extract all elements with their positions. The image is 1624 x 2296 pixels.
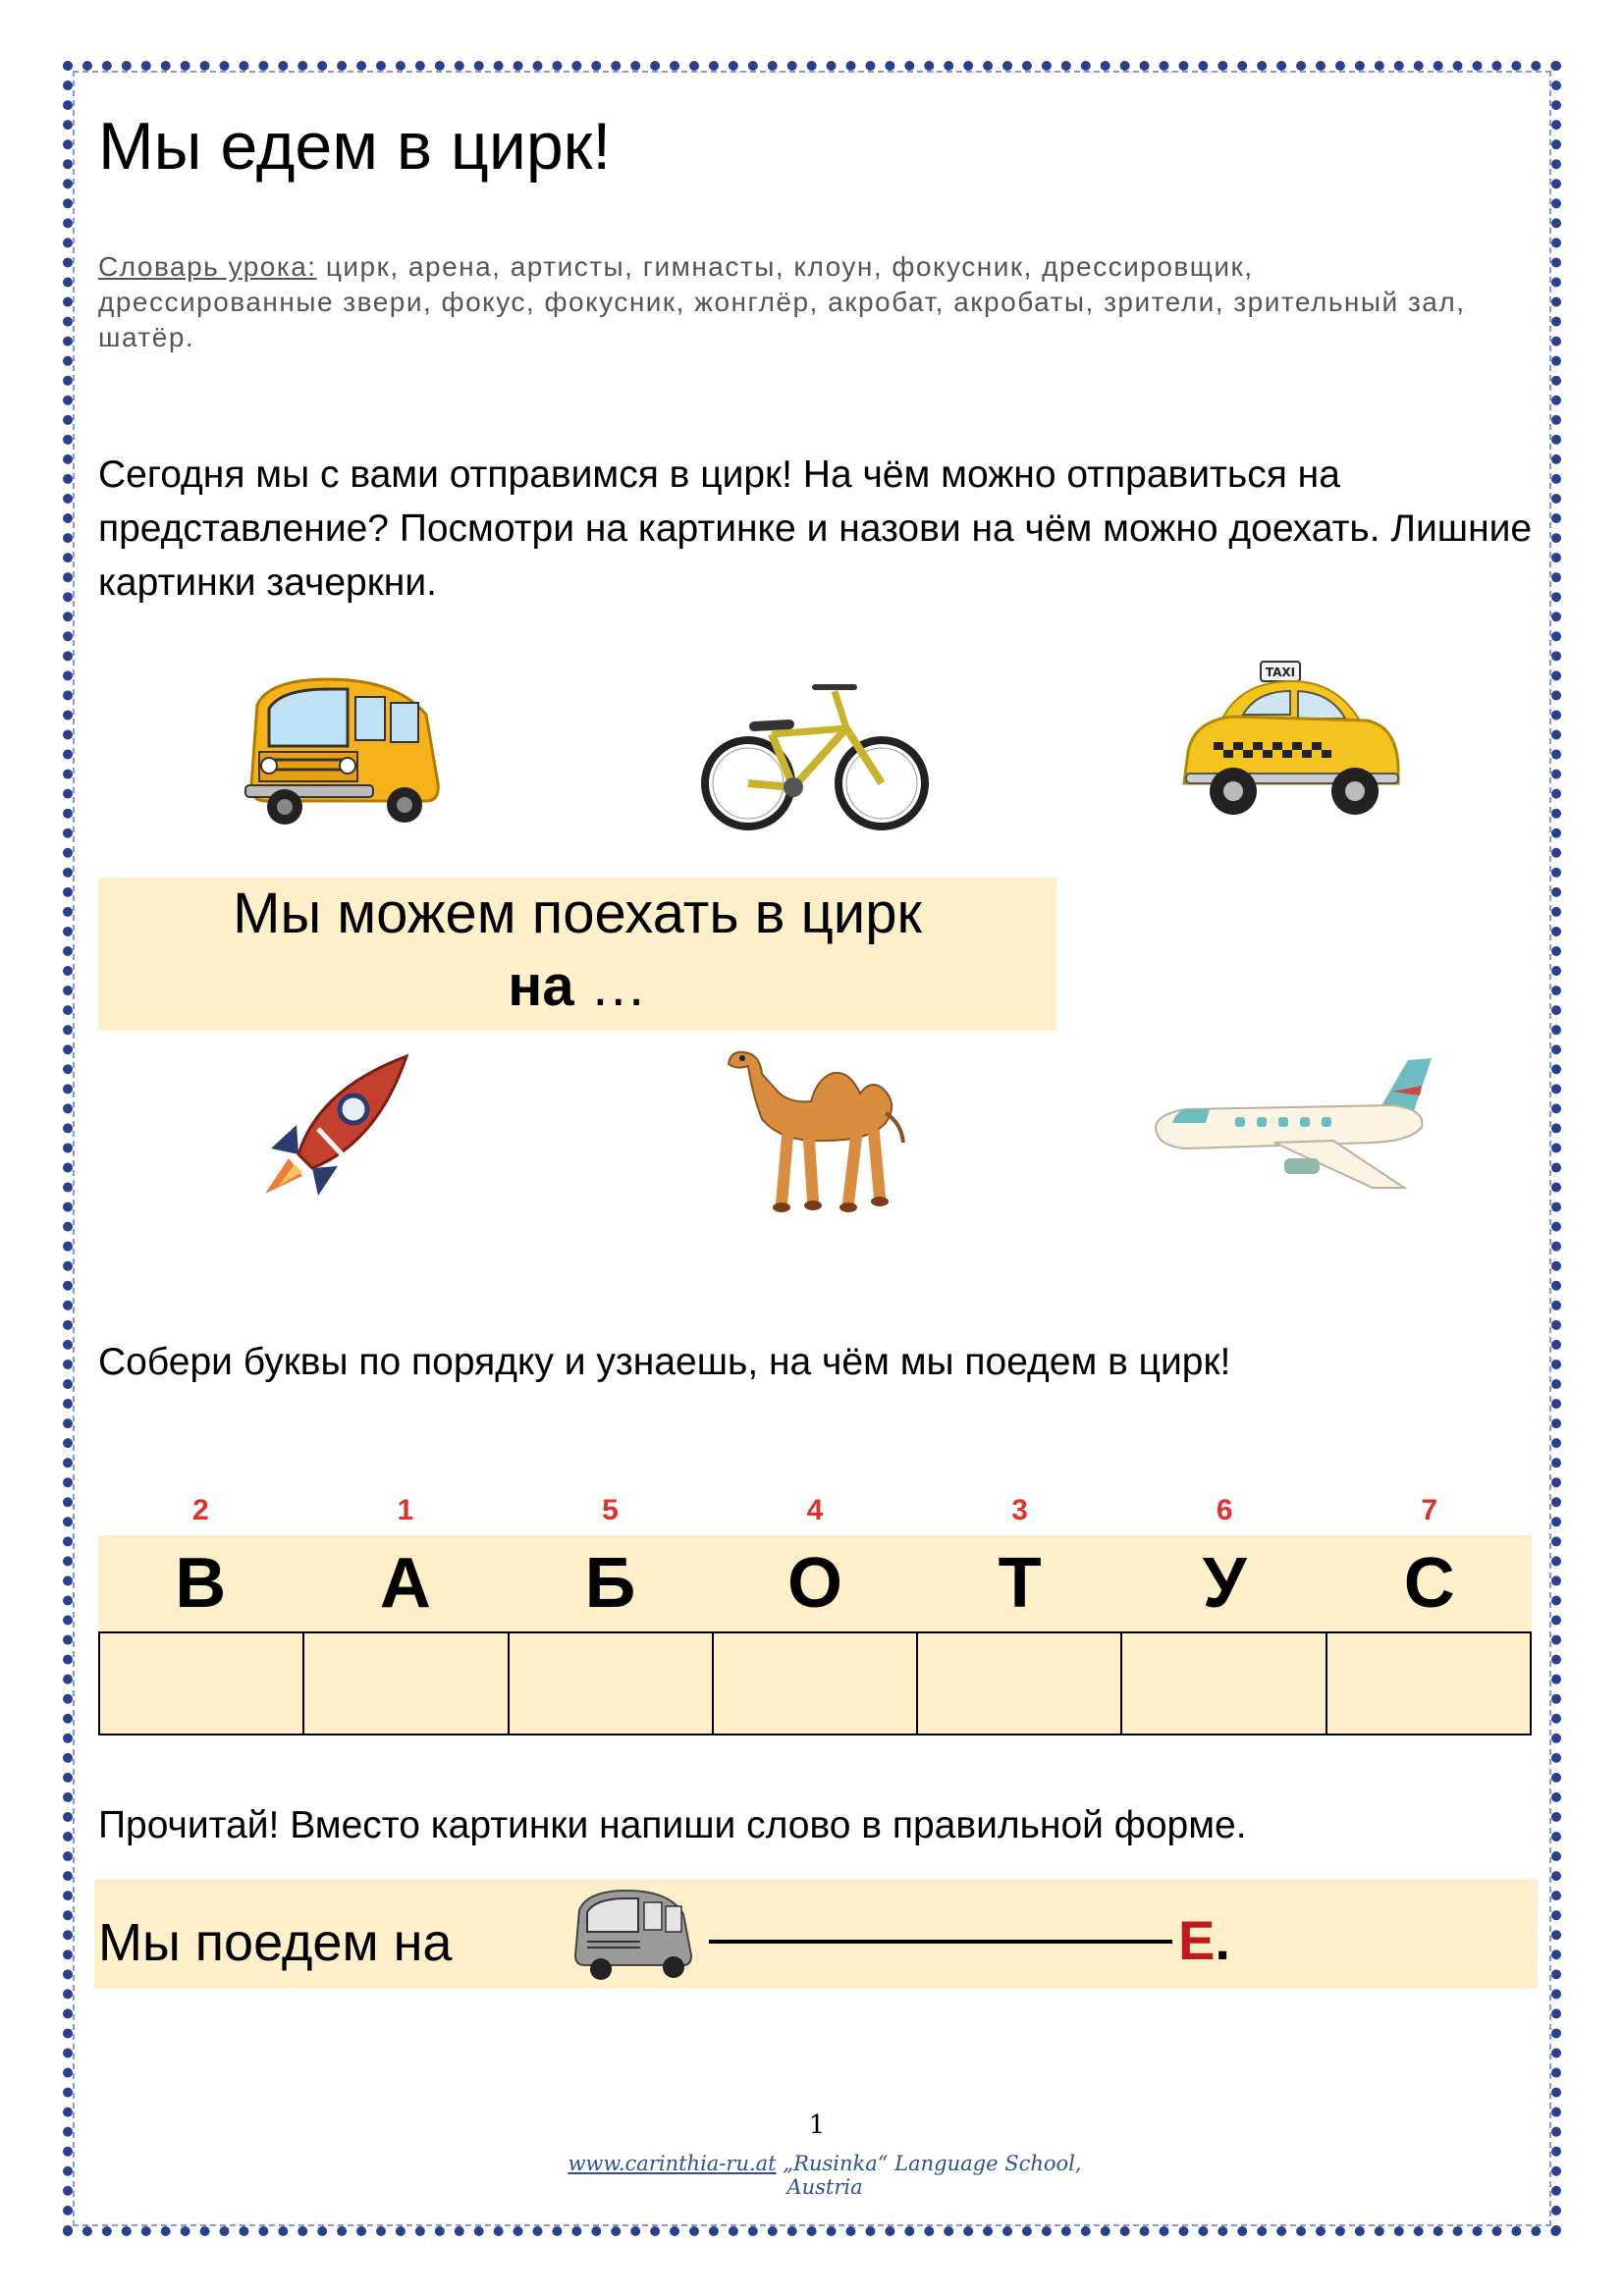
sentence-start: Мы поедем на <box>98 1913 453 1972</box>
scrambled-letter: У <box>1202 1544 1247 1623</box>
rocket-icon <box>259 1050 416 1198</box>
order-number: 4 <box>806 1494 824 1526</box>
vocabulary-label: Словарь урока: <box>98 251 317 282</box>
order-number: 5 <box>602 1494 619 1526</box>
page-number: 1 <box>808 2110 826 2140</box>
order-number: 1 <box>397 1494 414 1526</box>
answer-cell[interactable] <box>1327 1633 1530 1734</box>
ending-letter: Е <box>1178 1909 1216 1971</box>
answer-cell[interactable] <box>100 1633 304 1734</box>
sentence-box <box>94 1879 1538 1989</box>
scrambled-letter: В <box>175 1544 227 1623</box>
phrase-line1: Мы можем поехать в цирк <box>233 881 922 945</box>
word-ending <box>1178 1908 1230 1972</box>
phrase-bold: на <box>508 954 574 1018</box>
scrambled-letters <box>98 1535 1532 1631</box>
footer-text: „Rusinka“ Language School, Austria <box>776 2152 1082 2199</box>
scrambled-letter: Т <box>998 1544 1042 1623</box>
camel-icon <box>723 1035 911 1213</box>
order-number: 7 <box>1421 1494 1438 1526</box>
scrambled-letter: Б <box>584 1544 636 1623</box>
order-number: 2 <box>191 1494 209 1526</box>
intro-text: Сегодня мы с вами отправимся в цирк! На чём можно отправиться на представление? Посмотри на картинке и назови на чём можно доехать. Лишние картинки зачеркни. <box>98 454 1533 604</box>
order-number: 3 <box>1011 1494 1028 1526</box>
sentence-period: . <box>1215 1909 1230 1971</box>
vocabulary-words: цирк, арена, артисты, гимнасты, клоун, фокусник, дрессировщик, дрессированные звери, фокус, фокусник, жонглёр, акробат, акробаты, зрители, зрительный зал, шатёр. <box>98 251 1466 352</box>
airplane-icon <box>1147 1052 1437 1192</box>
footer-link[interactable]: www.carinthia-ru.at <box>568 2152 777 2175</box>
task3-instruction: Прочитай! Вместо картинки напиши слово в правильной форме. <box>98 1804 1247 1846</box>
scrambled-letter: С <box>1403 1544 1455 1623</box>
footer <box>560 2152 1090 2199</box>
answer-cell[interactable] <box>510 1633 714 1734</box>
scrambled-letter: А <box>379 1544 431 1623</box>
order-numbers <box>98 1494 1532 1533</box>
task2-instruction: Собери буквы по порядку и узнаешь, на чём мы поедем в цирк! <box>98 1341 1231 1383</box>
answer-cell[interactable] <box>1122 1633 1326 1734</box>
answer-cell[interactable] <box>918 1633 1122 1734</box>
page-title: Мы едем в цирк! <box>98 109 612 184</box>
answer-cell[interactable] <box>714 1633 918 1734</box>
answer-cells <box>98 1631 1532 1735</box>
bus-icon <box>230 675 446 830</box>
bicycle-icon <box>699 675 933 832</box>
taxi-sign: TAXI <box>1265 666 1296 679</box>
scrambled-letter: О <box>787 1544 843 1623</box>
bus-icon <box>568 1887 695 1981</box>
answer-cell[interactable] <box>304 1633 509 1734</box>
phrase-ellipsis: … <box>573 954 647 1018</box>
vocabulary <box>98 249 1492 355</box>
phrase-box <box>98 878 1056 1031</box>
taxi-icon <box>1174 658 1406 825</box>
phrase-line2 <box>98 950 1056 1023</box>
answer-blank[interactable] <box>709 1940 1172 1944</box>
order-number: 6 <box>1216 1494 1233 1526</box>
